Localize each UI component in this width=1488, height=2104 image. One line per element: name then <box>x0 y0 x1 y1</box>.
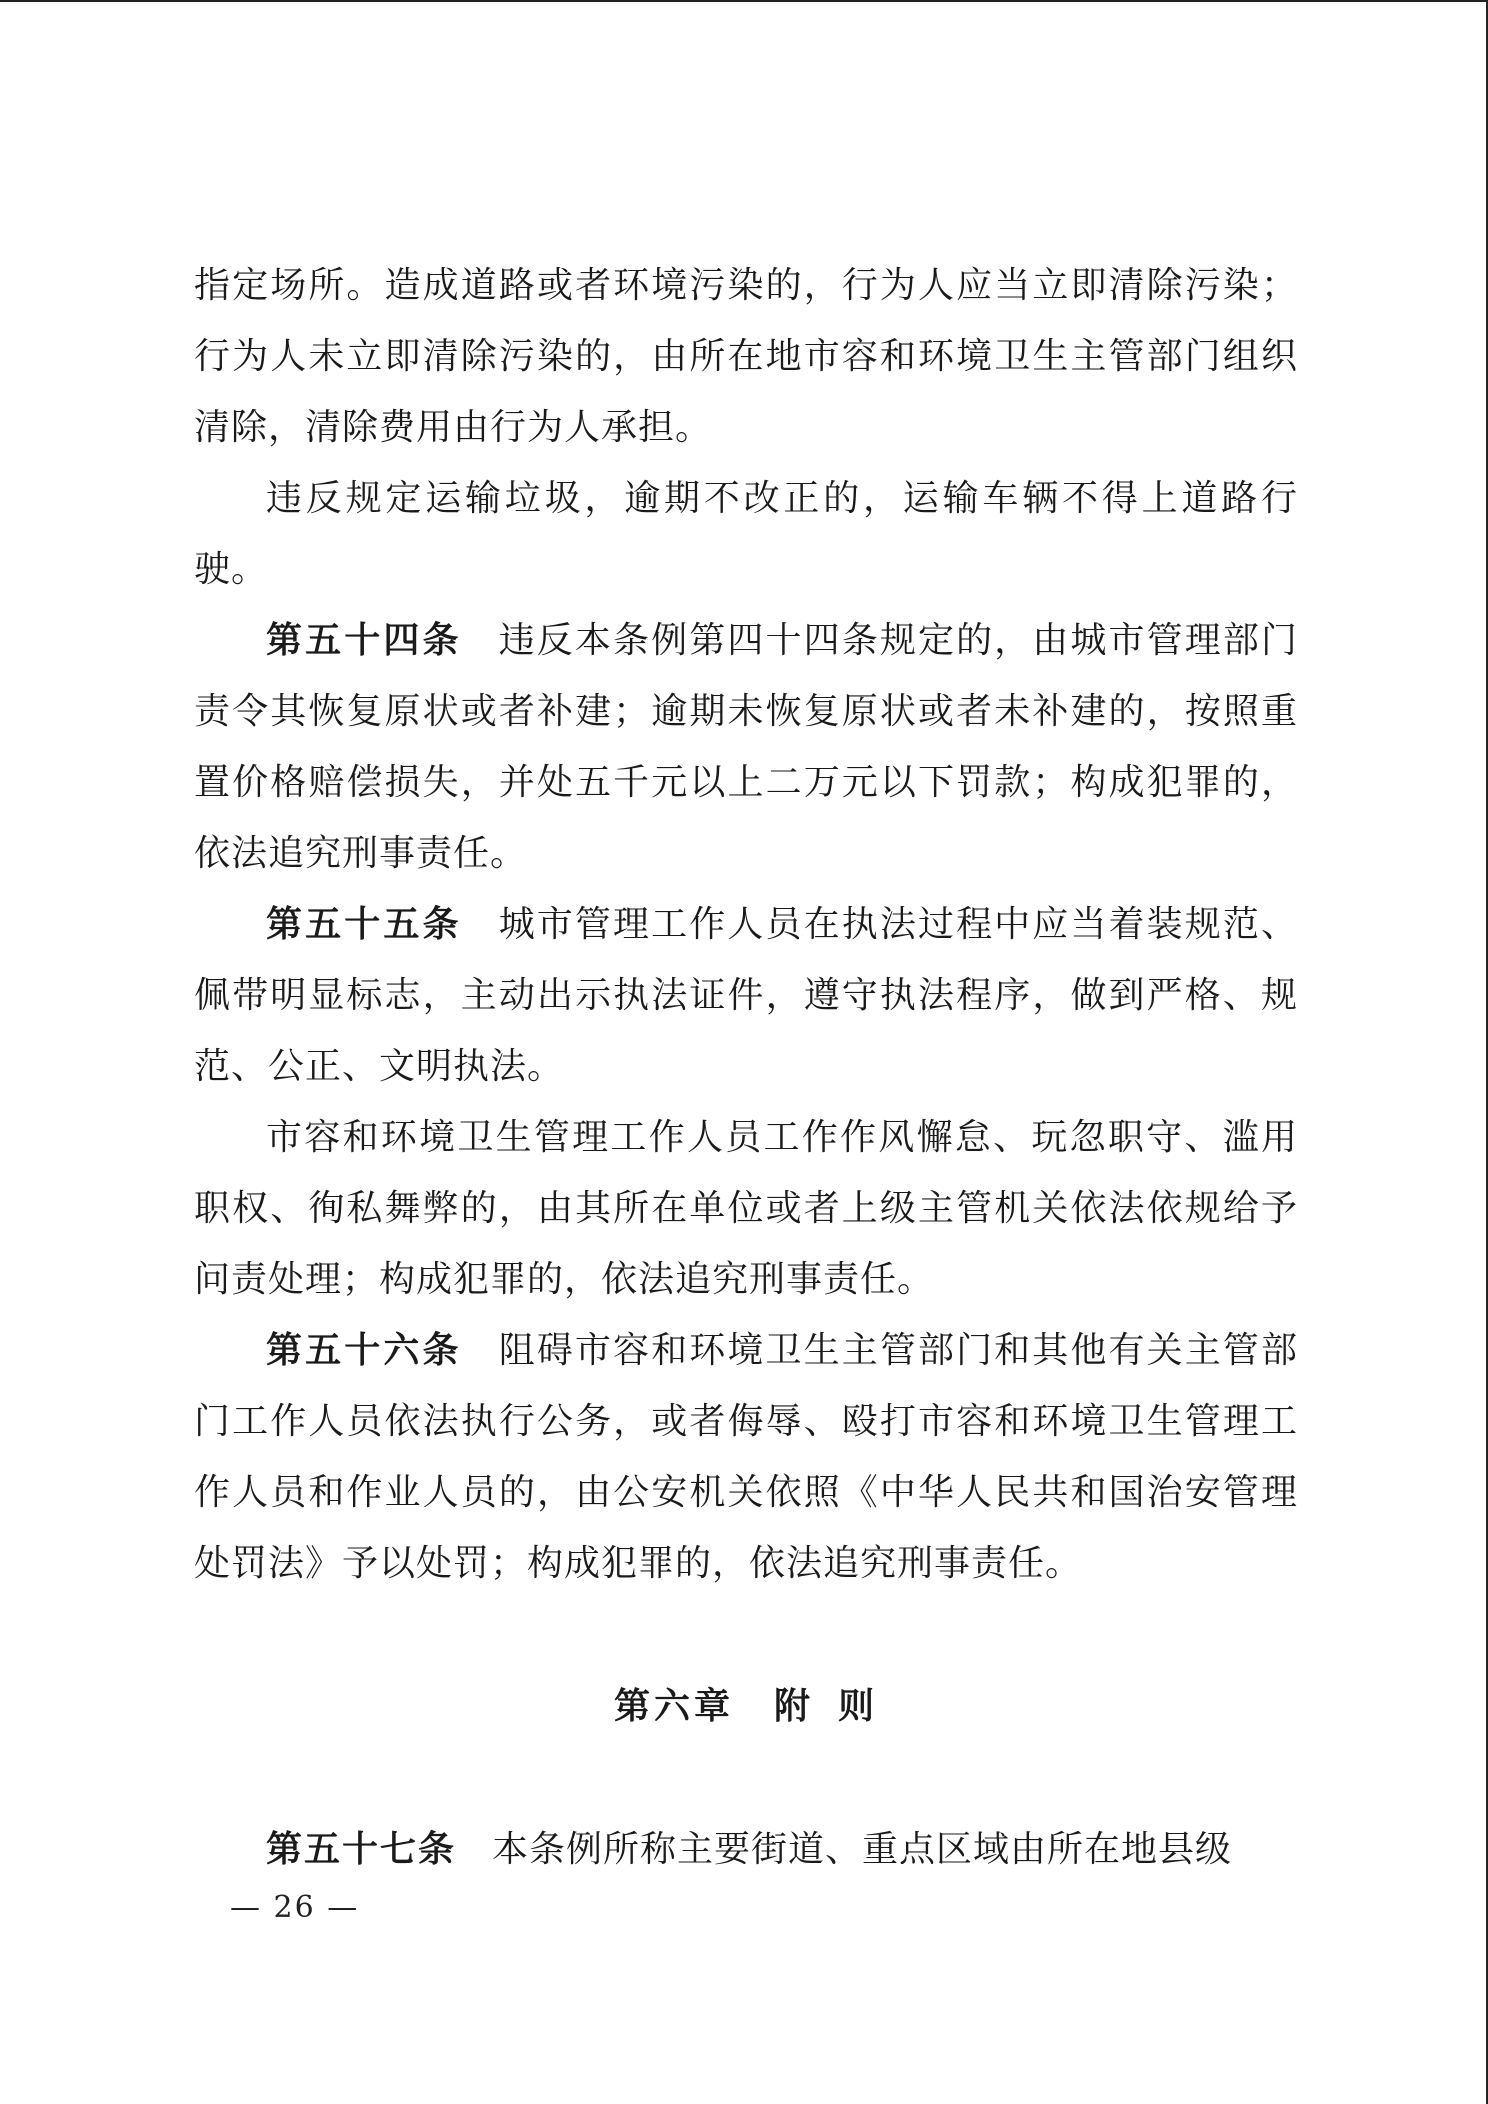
article-label: 第五十六条 <box>266 1330 462 1371</box>
chapter-number: 第六章 <box>613 1686 734 1727</box>
article-label: 第五十七条 <box>266 1829 457 1870</box>
paragraph-text: 指定场所。造成道路或者环境污染的，行为人应当立即清除污染；行为人未立即清除污染的，由所在地市容和环境卫生主管部门组织清除，清除费用由行为人承担。 <box>194 265 1298 448</box>
article-label: 第五十四条 <box>266 620 462 661</box>
article-54 <box>194 605 1298 889</box>
article-text: 阻碍市容和环境卫生主管部门和其他有关主管部门工作人员依法执行公务，或者侮辱、殴打市容和环境卫生管理工作人员和作业人员的，由公安机关依照《中华人民共和国治安管理处罚法》予以处罚；构成犯罪的，依法追究刑事责任。 <box>194 1330 1298 1584</box>
chapter-title-char: 则 <box>838 1686 879 1727</box>
article-55 <box>194 889 1298 1102</box>
paragraph-text: 违反规定运输垃圾，逾期不改正的，运输车辆不得上道路行驶。 <box>194 478 1298 590</box>
paragraph-transport-rule <box>194 463 1298 605</box>
page-number: — 26 — <box>230 1890 360 1925</box>
chapter-title-char: 附 <box>773 1686 814 1727</box>
article-text: 本条例所称主要街道、重点区域由所在地县级 <box>492 1829 1233 1870</box>
article-57 <box>194 1814 1298 1885</box>
document-body <box>194 250 1298 1885</box>
chapter-heading <box>194 1671 1298 1742</box>
paragraph-text: 市容和环境卫生管理工作人员工作作风懈怠、玩忽职守、滥用职权、徇私舞弊的，由其所在单位或者上级主管机关依法依规给予问责处理；构成犯罪的，依法追究刑事责任。 <box>194 1117 1298 1300</box>
article-text: 城市管理工作人员在执法过程中应当着装规范、佩带明显标志，主动出示执法证件，遵守执法程序，做到严格、规范、公正、文明执法。 <box>194 904 1298 1087</box>
article-55-clause-2 <box>194 1102 1298 1315</box>
page-top-border <box>0 0 1488 2</box>
paragraph-continuation <box>194 250 1298 463</box>
article-label: 第五十五条 <box>266 904 462 945</box>
article-56 <box>194 1315 1298 1599</box>
article-text: 违反本条例第四十四条规定的，由城市管理部门责令其恢复原状或者补建；逾期未恢复原状或者未补建的，按照重置价格赔偿损失，并处五千元以上二万元以下罚款；构成犯罪的，依法追究刑事责任。 <box>194 620 1298 874</box>
